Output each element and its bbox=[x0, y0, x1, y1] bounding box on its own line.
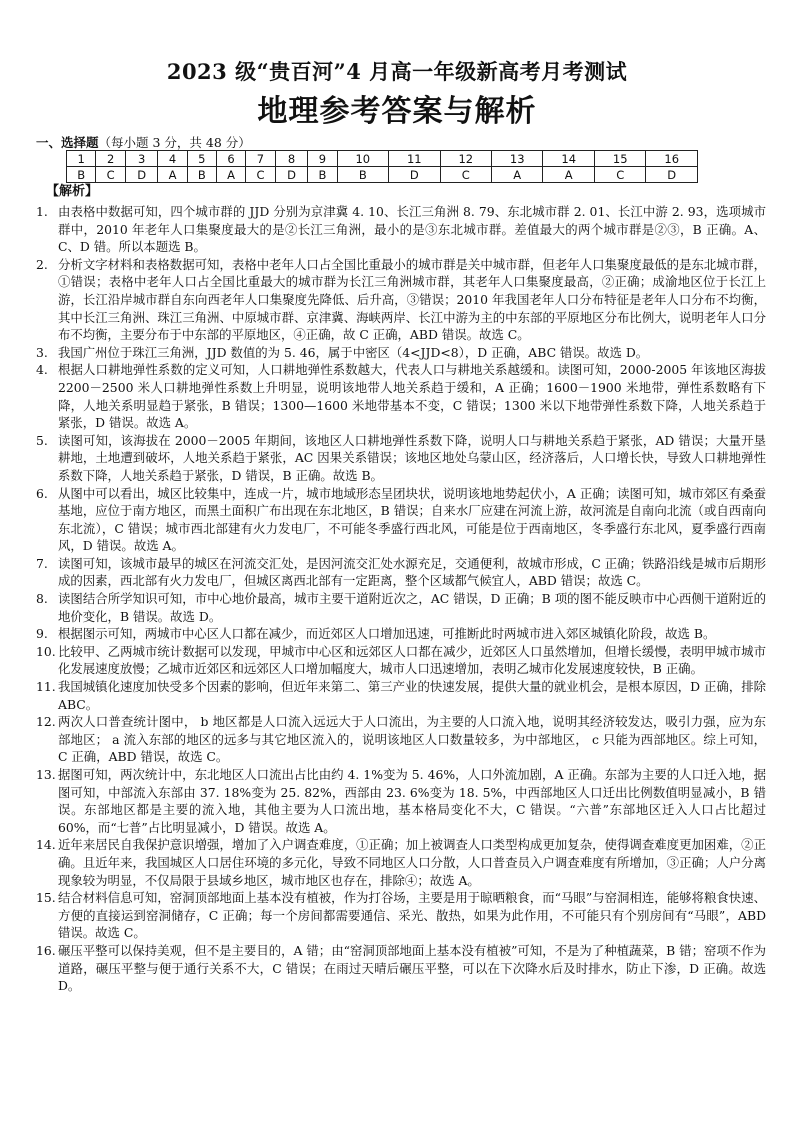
explanation-item bbox=[36, 766, 766, 836]
answer-cell: B bbox=[337, 167, 388, 183]
explanation-text: 近年来居民自我保护意识增强，增加了入户调查难度，①正确；加上被调查人口类型构成更加复杂，使得调查难度更加困难，②正确。且近年来，我国城区人口居住环境的多元化，导致不同地区人口分散，人口普查员入户调查难度有所增加，③正确；人户分离现象较为明显，不仅局限于县域乡地区，城市地区也存在，排除④；故选 A。 bbox=[58, 837, 766, 888]
explanation-text: 读图可知，该城市最早的城区在河流交汇处，是因河流交汇处水源充足，交通便利，故城市形成，C 正确；铁路沿线是城市后期形成的因素，西北部有火力发电厂，但城区离西北部有一定距离，整个区域都气候宜人，ABD 错误；故选 C。 bbox=[58, 555, 766, 589]
explanation-item bbox=[36, 836, 766, 889]
answer-table bbox=[66, 150, 698, 183]
explanation-item bbox=[36, 432, 766, 485]
explanation-item bbox=[36, 344, 766, 362]
answer-cell: D bbox=[275, 167, 307, 183]
explanation-item bbox=[36, 485, 766, 555]
question-number-cell: 2 bbox=[96, 151, 126, 167]
explanation-text: 我国城镇化速度加快受多个因素的影响，但近年来第二、第三产业的快速发展，提供大量的就业机会，是根本原因，D 正确，排除 ABC。 bbox=[58, 679, 766, 712]
explanation-text: 比较甲、乙两城市统计数据可以发现，甲城市中心区和远郊区人口都在减少，近郊区人口虽然增加，但增长缓慢，表明甲城市城市化发展速度放慢；乙城市近郊区和远郊区人口增加幅度大，城市人口迅速增加，表明乙城市化发展速度较快，B 正确。 bbox=[58, 643, 766, 677]
explanation-number: 7. bbox=[36, 555, 48, 571]
answer-cell: A bbox=[216, 167, 245, 183]
explanation-item bbox=[36, 361, 766, 431]
explanation-number: 12. bbox=[36, 714, 56, 730]
question-number-row bbox=[67, 151, 698, 167]
explanation-text: 根据人口耕地弹性系数的定义可知，人口耕地弹性系数越大，代表人口与耕地关系越缓和。读图可知，2000-2005 年该地区海拔 2200－2500 米人口耕地弹性系数上升明显，说明该地带人地关系趋于缓和，A 正确；1600－1900 米地带，弹性系数略有下降，人地关系明显趋于紧张，B 错误；1300—1600 米地带基本不变，C 错误；1300 米以下地带弹性系数下降，人地关系趋于紧张，D 错误。故选 A。 bbox=[58, 362, 766, 431]
answer-cell: C bbox=[594, 167, 645, 183]
explanation-number: 4. bbox=[36, 362, 48, 378]
explanation-item bbox=[36, 713, 766, 766]
answer-cell: A bbox=[158, 167, 187, 183]
explanation-number: 15. bbox=[36, 890, 56, 906]
explanation-text: 我国广州位于珠江三角洲，JJD 数值的为 5. 46，属于中密区（4<JJD<8），D 正确，ABC 错误。故选 D。 bbox=[58, 344, 649, 360]
explanation-text: 由表格中数据可知，四个城市群的 JJD 分别为京津冀 4. 10、长江三角洲 8. 79、东北城市群 2. 01、长江中游 2. 93，选项城市群中，2010 年老年人口集聚度最大的是②长江三角洲，最小的是③东北城市群。差值最大的两个城市群是②③，B 正确。A、C、D 错。所以本题选 B。 bbox=[58, 204, 766, 255]
explanation-item bbox=[36, 889, 766, 942]
explanation-number: 9. bbox=[36, 626, 48, 642]
question-number-cell: 3 bbox=[125, 151, 157, 167]
answer-cell: B bbox=[308, 167, 337, 183]
explanation-number: 6. bbox=[36, 485, 48, 501]
question-number-cell: 16 bbox=[646, 151, 698, 167]
question-number-cell: 12 bbox=[440, 151, 491, 167]
question-number-cell: 1 bbox=[67, 151, 96, 167]
answer-cell: C bbox=[96, 167, 126, 183]
explanation-text: 碾压平整可以保持美观，但不是主要目的，A 错；由“窑洞顶部地面上基本没有植被”可知，不是为了种植蔬菜，B 错；窑项不作为道路，碾压平整与便于通行关系不大，C 错误；在雨过天晴后碾压平整，可以在下次降水后及时排水，防止下渗，D 正确。故选 D。 bbox=[58, 942, 766, 994]
answer-cell: D bbox=[389, 167, 440, 183]
explanation-text: 结合材料信息可知，窑洞顶部地面上基本没有植被，作为打谷场，主要是用于晾晒粮食，而“马眼”与窑洞相连，能够将粮食快速、方便的直接运到窑洞储存，C 正确；每一个房间都需要通信、采光、散热，如果为此作用，不可能只有个别房间有“马眼”，ABD 错误。故选 C。 bbox=[58, 890, 766, 941]
section-label: 一、选择题 bbox=[36, 135, 99, 150]
explanation-item bbox=[36, 625, 766, 643]
question-number-cell: 8 bbox=[275, 151, 307, 167]
explanation-text: 两次人口普查统计图中， b 地区都是人口流入远远大于人口流出，为主要的人口流入地，说明其经济较发达，吸引力强，应为东部地区； a 流入东部的地区的远多与其它地区流入的，说明该地区人口数量较多，为中部地区， c 只能为西部地区。综上可知，C 正确，ABD 错误，故选 C。 bbox=[58, 714, 766, 765]
explanation-number: 11. bbox=[36, 679, 56, 695]
answer-cell: D bbox=[646, 167, 698, 183]
explanation-item bbox=[36, 555, 766, 590]
explanation-text: 据图可知，两次统计中，东北地区人口流出占比由约 4. 1%变为 5. 46%，人口外流加剧，A 正确。东部为主要的人口迁入地，据图可知，中部流入东部由 37. 18%变为 25. 82%，西部由 23. 6%变为 18. 5%，中西部地区人口迁出比例数值明显减小，B 错误。东部地区都是主要的流入地，其他主要为人口流出地，基本格局变化不大，C 错误。“六普”东部地区迁入人口占比超过 60%，而“七普”占比明显减小，D 错误。故选 A。 bbox=[58, 767, 766, 835]
question-number-cell: 15 bbox=[594, 151, 645, 167]
explanation-number: 1. bbox=[36, 204, 48, 219]
explanation-item bbox=[36, 678, 766, 713]
explanation-item bbox=[36, 643, 766, 678]
explanation-text: 读图可知，该海拔在 2000－2005 年期间，该地区人口耕地弹性系数下降，说明人口与耕地关系趋于紧张，AD 错误；大量开垦耕地，土地遭到破坏，人地关系趋于紧张，AC 因果关系错误；该地区地处乌蒙山区，经济落后，人口增长快，导致人口耕地弹性系数下降，人地关系趋于紧张，D 错误，B 正确。故选 B。 bbox=[58, 432, 766, 483]
explanation-text: 读图结合所学知识可知，市中心地价最高，城市主要干道附近次之，AC 错误，D 正确；B 项的图不能反映市中心西侧干道附近的地价变化，B 错误。故选 D。 bbox=[58, 591, 766, 624]
explanation-number: 16. bbox=[36, 942, 56, 958]
explanation-number: 14. bbox=[36, 837, 56, 853]
answer-cell: C bbox=[440, 167, 491, 183]
explanation-number: 8. bbox=[36, 591, 48, 607]
answer-row bbox=[67, 167, 698, 183]
explanation-text: 分析文字材料和表格数据可知，表格中老年人口占全国比重最小的城市群是关中城市群，但老年人口集聚度最低的是东北城市群，①错误；表格中老年人口占全国比重最大的城市群为长江三角洲城市群，其老年人口集聚度最高，②正确；成渝地区位于长江上游，长江沿岸城市群自东向西老年人口集聚度先降低、后升高，③错误；2010 年我国老年人口分布特征是老年人口分布不均衡，其中长江三角洲、珠江三角洲、中原城市群、京津冀、海峡两岸、长江中游为主的中东部的平原地区分布比例大，说明老年人口分布不均衡，主要分布于中东部的平原地区，④正确，故 C 正确，ABD 错误。故选 C。 bbox=[58, 256, 766, 343]
explanation-heading: 【解析】 bbox=[46, 184, 99, 199]
explanation-list bbox=[36, 203, 766, 995]
answer-cell: A bbox=[543, 167, 594, 183]
question-number-cell: 9 bbox=[308, 151, 337, 167]
explanation-item bbox=[36, 256, 766, 344]
explanation-item bbox=[36, 942, 766, 995]
answer-cell: D bbox=[125, 167, 157, 183]
question-number-cell: 14 bbox=[543, 151, 594, 167]
question-number-cell: 11 bbox=[389, 151, 440, 167]
exam-title: 2023 级“贵百河”4 月高一年级新高考月考测试 bbox=[166, 59, 628, 84]
explanation-number: 3. bbox=[36, 344, 48, 360]
explanation-text: 从图中可以看出，城区比较集中，连成一片，城市地域形态呈团块状，说明该地地势起伏小，A 正确；读图可知，城市郊区有桑蚕基地，应位于南方地区，而黑土面积广布出现在东北地区，B 错误；自来水厂应建在河流上游，故河流是自南向北流（或自西南向东北流），C 错误；城市西北部建有火力发电厂，不可能冬季盛行西北风，可能是位于西南地区，冬季盛行东北风，夏季盛行西南风，D 错误。故选 A。 bbox=[58, 485, 766, 554]
question-number-cell: 4 bbox=[158, 151, 187, 167]
question-number-cell: 6 bbox=[216, 151, 245, 167]
answer-cell: A bbox=[492, 167, 543, 183]
explanation-text: 根据图示可知，两城市中心区人口都在减少，而近郊区人口增加迅速，可推断此时两城市进入郊区城镇化阶段，故选 B。 bbox=[58, 626, 716, 642]
section-note: （每小题 3 分，共 48 分） bbox=[98, 135, 251, 150]
question-number-cell: 10 bbox=[337, 151, 388, 167]
explanation-item bbox=[36, 590, 766, 625]
explanation-number: 10. bbox=[36, 643, 56, 659]
explanation-number: 13. bbox=[36, 767, 56, 782]
question-number-cell: 7 bbox=[246, 151, 276, 167]
explanation-number: 5. bbox=[36, 432, 48, 448]
answer-cell: C bbox=[246, 167, 276, 183]
answer-cell: B bbox=[67, 167, 96, 183]
question-number-cell: 13 bbox=[492, 151, 543, 167]
question-number-cell: 5 bbox=[187, 151, 216, 167]
section-heading bbox=[36, 135, 251, 151]
explanation-number: 2. bbox=[36, 256, 48, 272]
answer-cell: B bbox=[187, 167, 216, 183]
document-subtitle: 地理参考答案与解析 bbox=[257, 94, 537, 129]
explanation-item bbox=[36, 203, 766, 256]
